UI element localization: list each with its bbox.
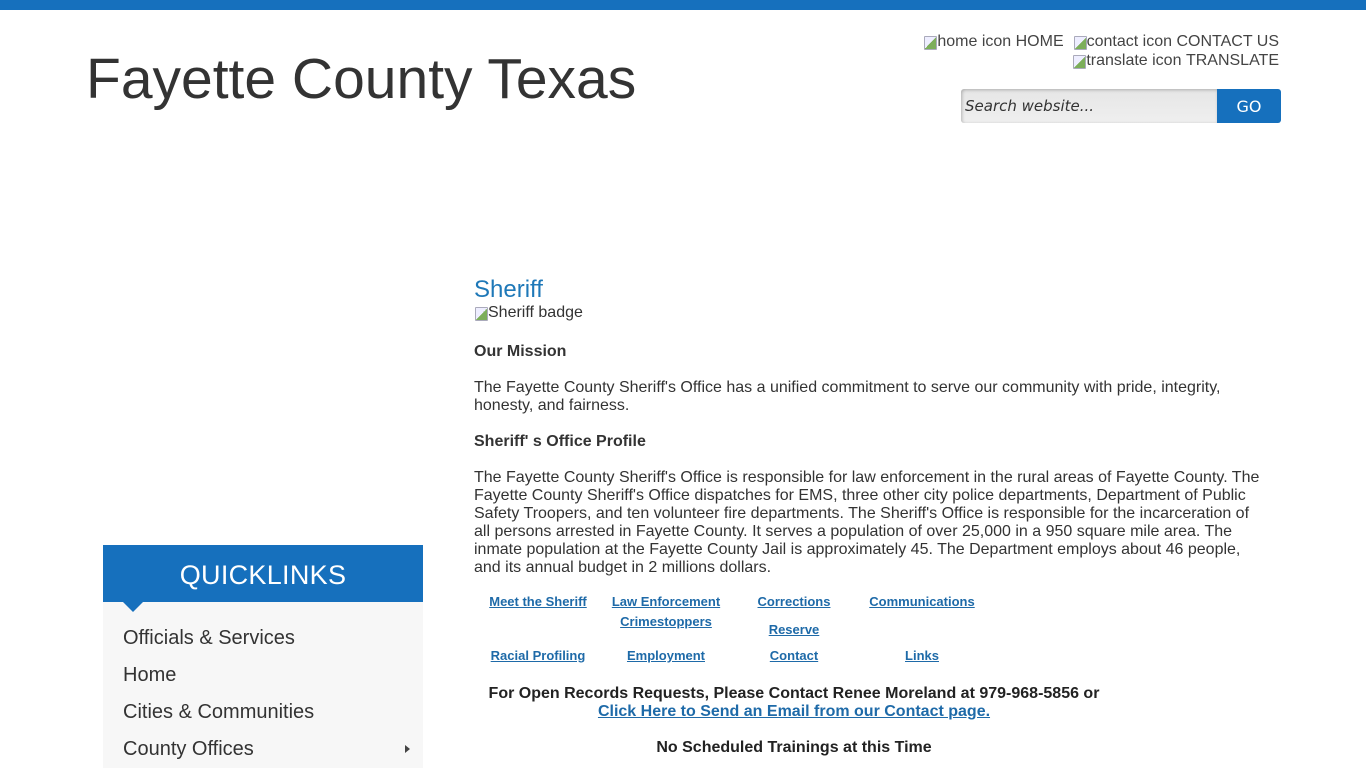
translate-icon-alt: translate icon bbox=[1086, 52, 1182, 69]
top-accent-bar bbox=[0, 0, 1366, 10]
mission-heading: Our Mission bbox=[474, 343, 567, 360]
quicklinks-panel bbox=[103, 545, 423, 768]
utility-nav bbox=[879, 32, 1279, 70]
trainings-notice: No Scheduled Trainings at this Time bbox=[656, 739, 932, 756]
link-racial-profiling[interactable]: Racial Profiling bbox=[490, 648, 586, 663]
search-go-button[interactable]: GO bbox=[1217, 89, 1281, 123]
link-reserve[interactable]: Reserve bbox=[768, 622, 820, 637]
link-crimestoppers[interactable]: Crimestoppers bbox=[620, 614, 712, 629]
quicklink-county-offices[interactable] bbox=[103, 731, 423, 768]
quicklink-officials-services[interactable] bbox=[103, 620, 423, 657]
home-icon bbox=[923, 35, 937, 49]
translate-icon bbox=[1072, 54, 1086, 68]
translate-link[interactable] bbox=[1072, 51, 1279, 70]
open-records-notice bbox=[474, 685, 1114, 757]
quicklink-label: Home bbox=[123, 664, 177, 686]
open-records-text: For Open Records Requests, Please Contact Renee Moreland at 979-968-5856 or bbox=[488, 685, 1100, 702]
quicklink-label: Cities & Communities bbox=[123, 701, 315, 723]
home-link[interactable] bbox=[923, 32, 1063, 51]
contact-icon-alt: contact icon bbox=[1086, 33, 1173, 50]
quicklinks-title: QUICKLINKS bbox=[103, 545, 423, 602]
quicklink-label: Officials & Services bbox=[123, 627, 295, 649]
link-employment[interactable]: Employment bbox=[626, 648, 705, 663]
caret-right-icon[interactable] bbox=[405, 745, 410, 753]
translate-label: TRANSLATE bbox=[1185, 52, 1279, 69]
sheriff-badge-image bbox=[474, 304, 583, 322]
links-row bbox=[474, 592, 986, 640]
quicklink-label: County Offices bbox=[123, 738, 254, 760]
profile-text: The Fayette County Sheriff's Office is responsible for law enforcement in the rural areas of Fayette County. The Fayette County Sheriff's Office dispatches for EMS, three other city police departments, Department of Public Safety Troopers, and ten volunteer fire departments. The Sheriff's Office is responsible for the incarceration of all persons arrested in Fayette County. It serves a population of over 25,000 in a 950 square mile area. The inmate population at the Fayette County Jail is approximately 45. The Department employs about 46 people, and its annual budget in 2 millions dollars. bbox=[474, 469, 1260, 576]
sheriff-badge-alt: Sheriff badge bbox=[488, 304, 583, 321]
page-title: Sheriff bbox=[474, 276, 543, 303]
link-meet-the-sheriff[interactable]: Meet the Sheriff bbox=[489, 594, 587, 609]
contact-email-link[interactable]: Click Here to Send an Email from our Contact page. bbox=[597, 703, 991, 720]
link-law-enforcement-crimestoppers[interactable]: Law Enforcement bbox=[611, 594, 721, 609]
contact-label: CONTACT US bbox=[1176, 33, 1279, 50]
main-content bbox=[474, 277, 1264, 577]
contact-us-link[interactable] bbox=[1073, 32, 1279, 51]
link-corrections[interactable]: Corrections bbox=[757, 594, 831, 609]
site-search bbox=[961, 89, 1281, 123]
sheriff-badge-icon bbox=[474, 306, 488, 320]
profile-heading: Sheriff' s Office Profile bbox=[474, 433, 646, 450]
sheriff-links-table bbox=[474, 592, 986, 666]
mission-text: The Fayette County Sheriff's Office has a unified commitment to serve our community with pride, integrity, honesty, and fairness. bbox=[474, 379, 1221, 414]
quicklink-home[interactable] bbox=[103, 657, 423, 694]
link-links[interactable]: Links bbox=[905, 648, 939, 663]
quicklink-cities-communities[interactable] bbox=[103, 694, 423, 731]
home-icon-alt: home icon bbox=[937, 33, 1012, 50]
home-label: HOME bbox=[1015, 33, 1064, 50]
search-input[interactable] bbox=[961, 89, 1217, 123]
link-contact[interactable]: Contact bbox=[769, 648, 819, 663]
quicklinks-list bbox=[103, 602, 423, 768]
site-title[interactable]: Fayette County Texas bbox=[86, 47, 637, 111]
links-row bbox=[474, 646, 986, 666]
contact-icon bbox=[1073, 35, 1087, 49]
link-communications[interactable]: Communications bbox=[869, 594, 975, 609]
